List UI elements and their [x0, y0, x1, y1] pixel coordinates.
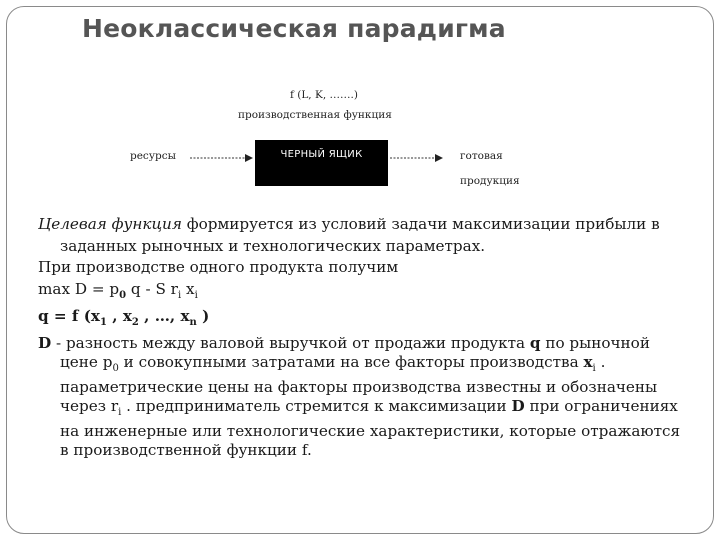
- p3-p: p: [102, 352, 113, 371]
- output-label-2: продукция: [460, 175, 520, 187]
- function-label: f (L, K, …….): [290, 89, 358, 101]
- f2-c: , …, x: [138, 307, 190, 326]
- term-target-function: Целевая функция: [38, 215, 182, 233]
- p3-end: .: [306, 440, 312, 459]
- diagram-arrows: [0, 0, 720, 210]
- p3-ri: i: [118, 406, 122, 418]
- p3-fn: f: [301, 440, 307, 459]
- output-label-1: готовая: [460, 150, 503, 162]
- f2-s2: 2: [131, 317, 139, 329]
- slide-title: Неоклассическая парадигма: [82, 14, 506, 43]
- p3-e: . предприниматель стремится к максимизации: [121, 396, 512, 415]
- p3-b: по рыночной цене: [60, 333, 650, 371]
- formula-production-function: [38, 306, 688, 334]
- black-box-diagram: [0, 0, 720, 210]
- p3-p0: 0: [112, 362, 119, 374]
- p3-D2: D: [511, 396, 525, 415]
- p3-xi: i: [592, 362, 596, 374]
- f1-a: max D = p: [38, 279, 120, 298]
- p3-d: . параметрические цены на факторы производства известны и обозначены через: [60, 352, 658, 415]
- p3-q: q: [529, 333, 541, 352]
- f1-subi2: i: [194, 289, 198, 301]
- f1-c: x: [181, 279, 195, 298]
- p3-x: x: [583, 352, 593, 371]
- f1-b: q - S r: [126, 279, 178, 298]
- f2-sn: n: [189, 317, 197, 329]
- paragraph-target-function: [38, 214, 688, 257]
- p3-a: - разность между валовой выручкой от продажи продукта: [51, 333, 530, 352]
- p3-r: r: [110, 396, 119, 415]
- p1-text: формируется из условий задачи максимизации прибыли в заданных рыночных и технологических параметрах.: [60, 215, 660, 255]
- p3-c: и совокупными затратами на все факторы производства: [118, 352, 584, 371]
- formula-max-d: [38, 279, 688, 307]
- function-caption: производственная функция: [238, 109, 392, 121]
- input-label: ресурсы: [130, 150, 176, 162]
- p3-f: при ограничениях на инженерные или технологические характеристики, которые отражаются в производственной функции: [60, 396, 681, 459]
- slide-body: [38, 214, 688, 460]
- f2-d: ): [196, 307, 210, 326]
- f2-a: q = f (x: [38, 307, 100, 326]
- paragraph-single-product: При производстве одного продукта получим: [38, 258, 399, 276]
- p3-D: D: [38, 333, 52, 352]
- f2-s1: 1: [99, 317, 107, 329]
- f2-b: , x: [106, 307, 132, 326]
- paragraph-d-definition: [38, 334, 688, 460]
- f1-subi: i: [177, 289, 182, 301]
- f1-sub0: 0: [119, 289, 127, 301]
- black-box-label: ЧЕРНЫЙ ЯЩИК: [280, 149, 363, 160]
